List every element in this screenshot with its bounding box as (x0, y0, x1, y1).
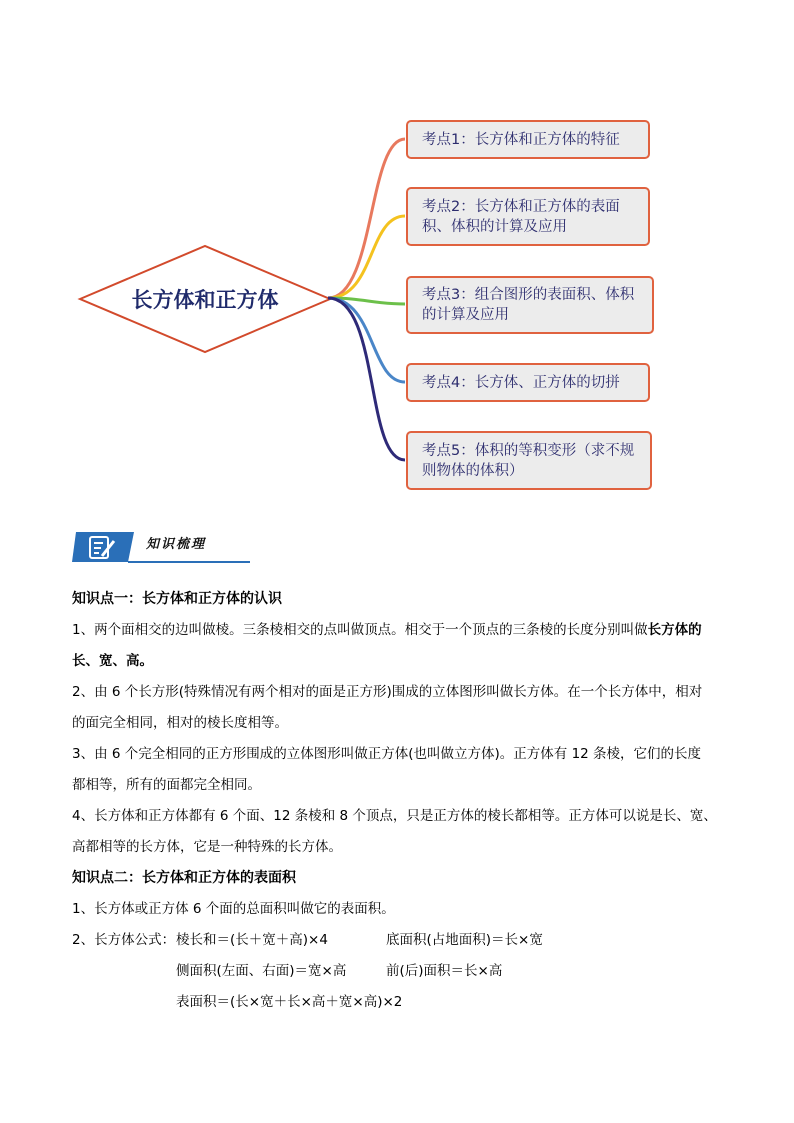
topic-5-label: 考点5：体积的等积变形（求不规则物体的体积） (422, 442, 635, 479)
formula-side-area: 侧面积(左面、右面)＝宽×高 (176, 963, 347, 979)
kp1-item1-text: 1、两个面相交的边叫做棱。三条棱相交的点叫做顶点。相交于一个顶点的三条棱的长度分别叫做 (72, 622, 648, 638)
formula-row-3 (72, 987, 732, 1018)
topic-4 (406, 363, 650, 402)
kp1-item1 (72, 615, 732, 646)
kp1-item2: 2、由 6 个长方形(特殊情况有两个相对的面是正方形)围成的立体图形叫做长方体。在一个长方体中，相对 (72, 684, 703, 700)
topic-5 (406, 431, 652, 490)
kp1-item3-cont: 都相等，所有的面都完全相同。 (72, 777, 261, 793)
kp2-item2-label: 2、长方体公式： (72, 932, 176, 948)
banner-title: 知识梳理 (146, 537, 207, 552)
topic-1-label: 考点1：长方体和正方体的特征 (422, 131, 620, 148)
topic-2-label: 考点2：长方体和正方体的表面积、体积的计算及应用 (422, 198, 620, 235)
content (72, 584, 732, 1018)
kp1-item2-cont: 的面完全相同，相对的棱长度相等。 (72, 715, 288, 731)
formula-surface-area: 表面积＝(长×宽＋长×高＋宽×高)×2 (176, 994, 403, 1010)
kp1-item3: 3、由 6 个完全相同的正方形围成的立体图形叫做正方体(也叫做立方体)。正方体有 12 条棱，它们的长度 (72, 746, 702, 762)
formula-base-area: 底面积(占地面积)＝长×宽 (386, 932, 543, 948)
kp1-item4: 4、长方体和正方体都有 6 个面、12 条棱和 8 个顶点，只是正方体的棱长都相等。正方体可以说是长、宽、 (72, 808, 717, 824)
kp1-heading: 知识点一：长方体和正方体的认识 (72, 591, 282, 607)
kp1-item1-bold: 长方体的 (647, 622, 702, 638)
kp1-item1-cont (72, 646, 732, 677)
topic-1 (406, 120, 650, 159)
kp1-item4-cont: 高都相等的长方体，它是一种特殊的长方体。 (72, 839, 342, 855)
kp1-item1-bold-cont: 长、宽、高。 (72, 653, 153, 669)
central-topic: 长方体和正方体 (131, 288, 279, 312)
branch-line-4 (328, 298, 405, 382)
topic-4-label: 考点4：长方体、正方体的切拼 (422, 374, 620, 391)
topic-3-label: 考点3：组合图形的表面积、体积的计算及应用 (422, 287, 635, 323)
formula-row-1 (72, 925, 732, 956)
topic-3 (406, 276, 654, 334)
mind-map-branches (0, 0, 794, 500)
formula-row-2 (72, 956, 732, 987)
kp2-item1: 1、长方体或正方体 6 个面的总面积叫做它的表面积。 (72, 901, 395, 917)
mind-map (0, 0, 794, 500)
topic-2 (406, 187, 650, 246)
formula-front-area: 前(后)面积＝长×高 (386, 963, 503, 979)
formula-edge-sum: 棱长和＝(长＋宽＋高)×4 (176, 932, 328, 948)
kp2-heading: 知识点二：长方体和正方体的表面积 (72, 870, 296, 886)
